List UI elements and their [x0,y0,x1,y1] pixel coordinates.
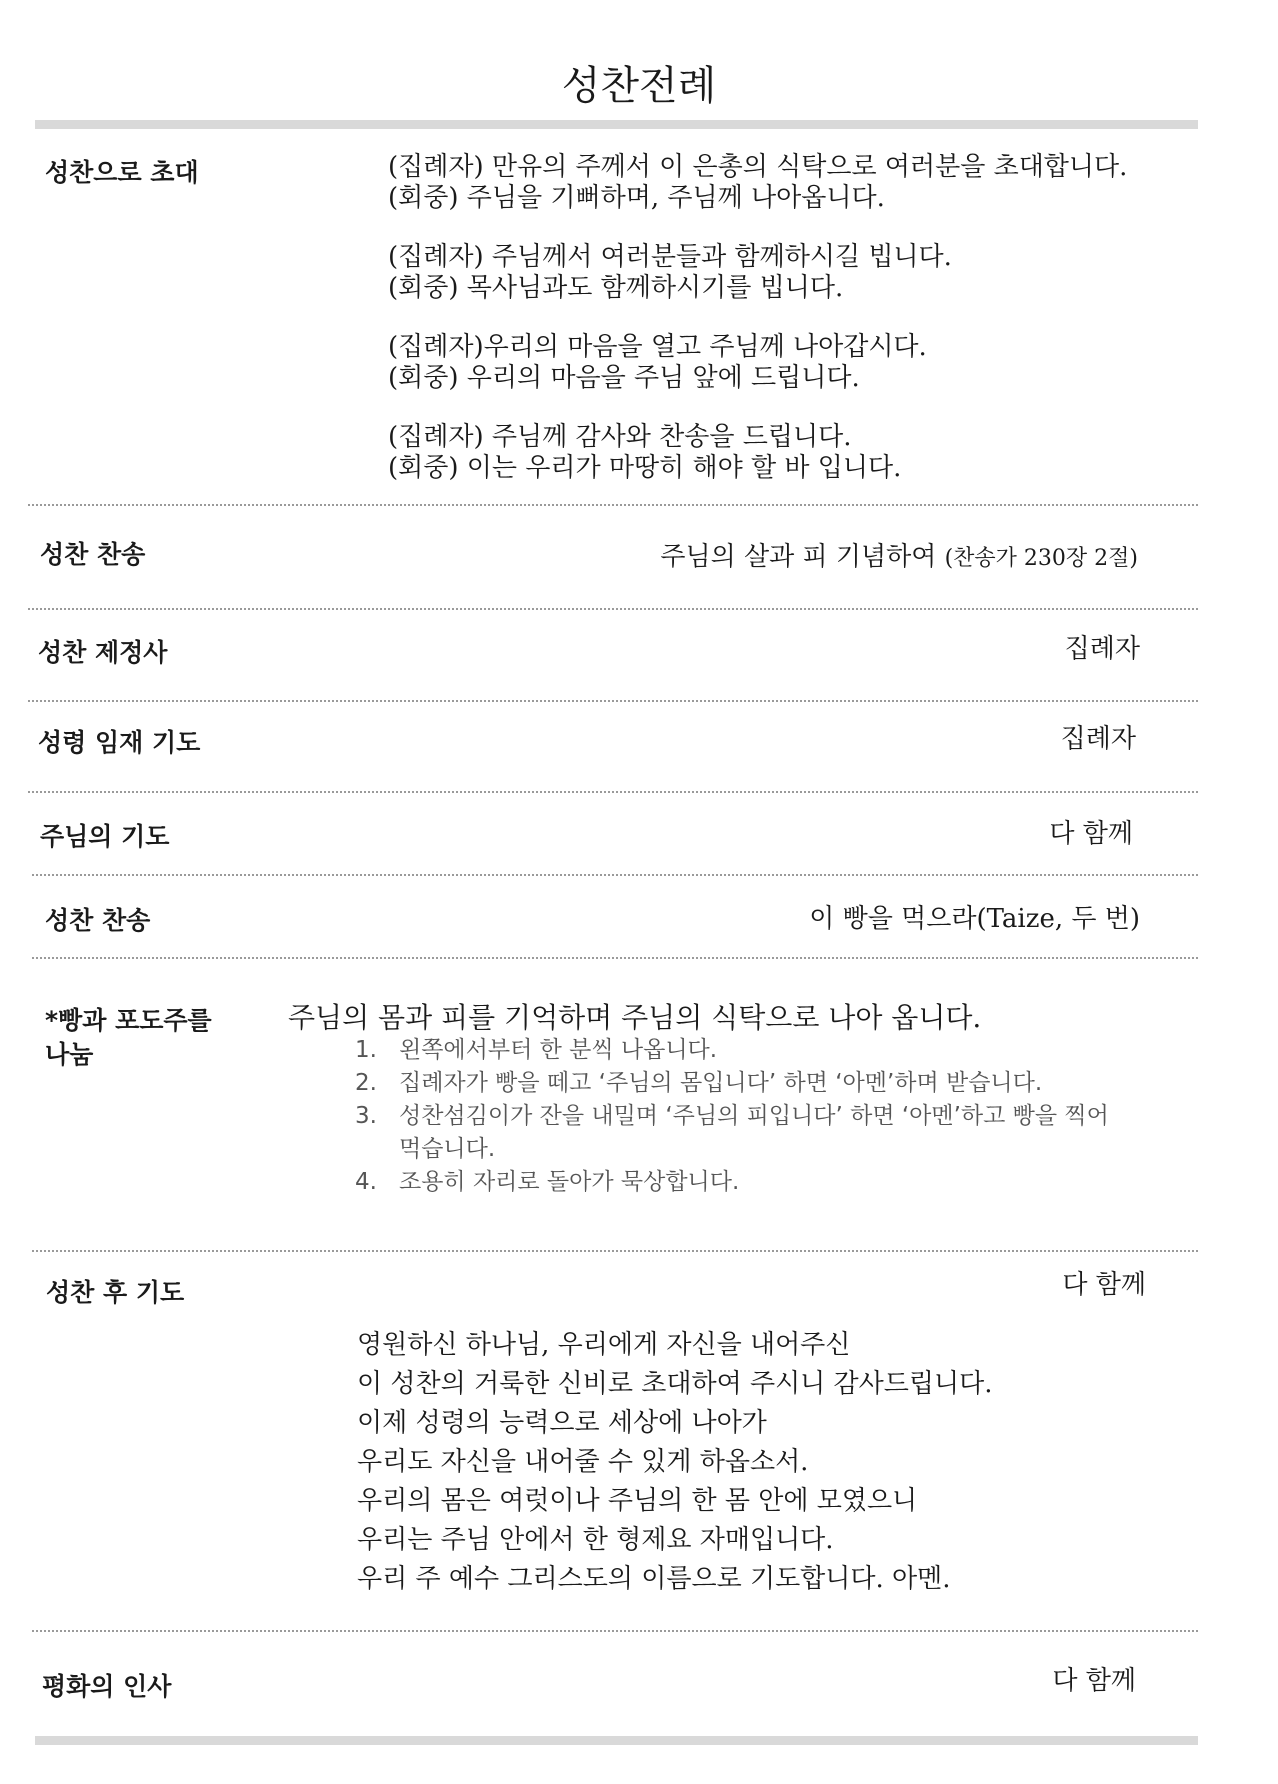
hymn1-title [660,540,1138,576]
step-item [355,1067,1155,1100]
leader-line: (집례자) 주님께서 여러분들과 함께하시길 빕니다. [388,242,952,272]
people-line: (회중) 우리의 마음을 주님 앞에 드립니다. [388,363,860,393]
prayer-line: 우리는 주님 안에서 한 형제요 자매입니다. [357,1525,834,1555]
step-text: 왼쪽에서부터 한 분씩 나옵니다. [399,1037,718,1063]
section-divider [28,504,1198,506]
section-divider [28,608,1198,610]
post-prayer-who: 다 함께 [1062,1270,1146,1300]
prayer-line: 우리 주 예수 그리스도의 이름으로 기도합니다. 아멘. [357,1564,951,1594]
distribution-intro: 주님의 몸과 피를 기억하며 주님의 식탁으로 나아 옵니다. [288,1001,982,1034]
invitation-label: 성찬으로 초대 [45,158,199,187]
consecration-label: 성찬 제정사 [38,638,168,667]
section-divider [32,1630,1198,1632]
invitation-dialog [388,152,1188,512]
step-text: 집례자가 빵을 떼고 ‘주님의 몸입니다’ 하면 ‘아멘’하며 받습니다. [399,1070,1043,1096]
hymn1-label: 성찬 찬송 [40,540,146,569]
post-prayer-label: 성찬 후 기도 [46,1278,185,1307]
prayer-line: 우리의 몸은 여럿이나 주님의 한 몸 안에 모였으니 [357,1486,918,1516]
step-text-line: 먹습니다. [399,1136,496,1162]
prayer-line: 이 성찬의 거룩한 신비로 초대하여 주시니 감사드립니다. [357,1369,993,1399]
distribution-label [45,1004,212,1072]
prayer-line: 우리도 자신을 내어줄 수 있게 하옵소서. [357,1447,809,1477]
post-prayer-text [357,1326,993,1599]
epiclesis-label: 성령 임재 기도 [38,728,201,757]
page-title: 성찬전례 [561,63,717,109]
step-number: 4. [355,1169,377,1195]
leader-line: (집례자)우리의 마음을 열고 주님께 나아갑시다. [388,332,927,362]
step-text-line: 성찬섬김이가 잔을 내밀며 ‘주님의 피입니다’ 하면 ‘아멘’하고 빵을 찍어 [399,1103,1109,1129]
hymn1-name: 주님의 살과 피 기념하여 [660,542,937,572]
hymn2-title: 이 빵을 먹으라(Taize, 두 번) [809,904,1140,934]
dialog-pair [388,152,1188,214]
people-line: (회중) 주님을 기뻐하며, 주님께 나아옵니다. [388,183,885,213]
step-text: 조용히 자리로 돌아가 묵상합니다. [399,1169,740,1195]
dialog-pair [388,422,1188,484]
step-number: 1. [355,1037,377,1063]
distribution-label-line1: *빵과 포도주를 [45,1006,212,1035]
step-item [355,1166,1155,1199]
peace-who: 다 함께 [1052,1666,1136,1696]
distribution-label-line2: 나눔 [45,1040,94,1069]
hymn2-label: 성찬 찬송 [45,906,151,935]
section-divider [32,1250,1198,1252]
lords-prayer-label: 주님의 기도 [40,822,170,851]
step-item [355,1034,1155,1067]
leader-line: (집례자) 만유의 주께서 이 은총의 식탁으로 여러분을 초대합니다. [388,152,1128,182]
prayer-line: 이제 성령의 능력으로 세상에 나아가 [357,1408,767,1438]
section-divider [28,700,1198,702]
dialog-pair [388,332,1188,394]
epiclesis-who: 집례자 [1060,724,1136,754]
distribution-steps [355,1034,1155,1199]
people-line: (회중) 이는 우리가 마땅히 해야 할 바 입니다. [388,453,902,483]
section-divider [28,791,1198,793]
consecration-who: 집례자 [1064,634,1140,664]
prayer-line: 영원하신 하나님, 우리에게 자신을 내어주신 [357,1330,851,1360]
step-number: 3. [355,1103,377,1129]
step-number: 2. [355,1070,377,1096]
hymn1-note: (찬송가 230장 2절) [944,546,1138,571]
dialog-pair [388,242,1188,304]
section-divider [32,874,1198,876]
bottom-divider-bar [35,1736,1198,1745]
peace-label: 평화의 인사 [42,1672,172,1701]
section-divider [32,957,1198,959]
step-item [355,1100,1155,1166]
leader-line: (집례자) 주님께 감사와 찬송을 드립니다. [388,422,852,452]
lords-prayer-who: 다 함께 [1049,819,1133,849]
top-divider-bar [35,120,1198,129]
people-line: (회중) 목사님과도 함께하시기를 빕니다. [388,273,844,303]
step-text [399,1100,1109,1166]
